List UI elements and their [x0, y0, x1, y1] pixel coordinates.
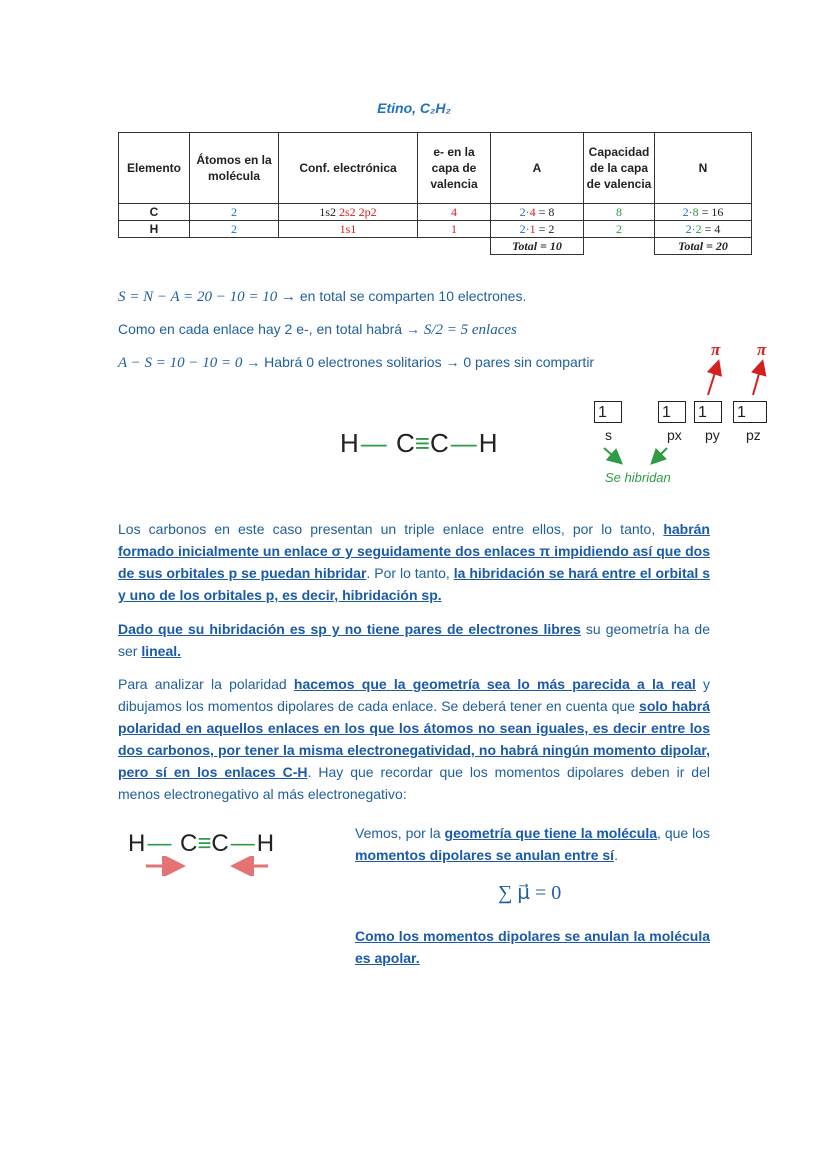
pi-arrow [753, 363, 762, 395]
pi-arrow [708, 363, 718, 395]
header-valencia: e- en la capa de valencia [418, 133, 491, 204]
atom-h: H [256, 830, 275, 857]
single-bond: — [230, 830, 255, 857]
hybrid-label: Se hibridan [605, 470, 671, 485]
page-title: Etino, C₂H₂ [377, 100, 451, 116]
orbital-s-box: 1 [594, 401, 622, 423]
hybrid-arrow [604, 448, 620, 462]
paragraph-polarity [118, 673, 710, 805]
emphasis: Dado que su hibridación es sp y no tiene pares de electrones libres [118, 621, 581, 637]
total-a: Total = 10 [491, 238, 584, 255]
orbital-py-label: py [705, 427, 720, 443]
calc-line-3 [118, 354, 594, 372]
calc-text-2: Como en cada enlace hay 2 e-, en total habrá → [118, 321, 424, 337]
header-a: A [491, 133, 584, 204]
emphasis: habrán formado inicialmente un enlace σ y seguidamente dos enlaces π impidiendo así que dos de sus orbitales p se puedan hibridar [118, 521, 710, 581]
table-row [119, 221, 752, 238]
cell-a [491, 221, 584, 238]
single-bond: — [360, 428, 387, 458]
header-atomos: Átomos en la molécula [190, 133, 279, 204]
cell-atomos: 2 [190, 221, 279, 238]
atom-c: C [429, 428, 449, 458]
paragraph-geometry [118, 618, 710, 662]
emphasis: solo habrá polaridad en aquellos enlaces en los que los átomos no sean iguales, es decir entre los dos carbonos, por tener la misma electronegatividad, no habrá ningún momento dipolar, pero sí en los enlaces C-H [118, 698, 710, 780]
text: Los carbonos en este caso presentan un triple enlace entre ellos, por lo tanto, [118, 521, 664, 537]
text: y dibujamos los momentos dipolares de cada enlace. Se deberá tener en cuenta que [118, 676, 711, 714]
orbital-py-box: 1 [694, 401, 722, 423]
header-capacidad: Capacidad de la capa de valencia [584, 133, 655, 204]
cell-conf [279, 221, 418, 238]
emphasis: lineal. [141, 643, 182, 659]
cell-elemento: H [119, 221, 190, 238]
cell-n [655, 204, 752, 221]
orbital-px-box: 1 [658, 401, 686, 423]
orbital-px-label: px [667, 427, 682, 443]
n-val: 8 [692, 205, 699, 219]
dipole-arrows [140, 856, 280, 876]
text: Para analizar la polaridad [118, 676, 294, 692]
a-res: = 8 [535, 205, 555, 219]
n-res: = 4 [701, 222, 721, 236]
total-n: Total = 20 [655, 238, 752, 255]
text: . Por lo tanto, [366, 565, 454, 581]
atom-h: H [478, 428, 498, 458]
cell-a [491, 204, 584, 221]
pi-label: π [711, 340, 721, 359]
conf-valence: 2s2 2p2 [339, 205, 377, 219]
emphasis: la hibridación se hará entre el orbital s y uno de los orbitales p, es decir, hibridación sp. [118, 565, 710, 603]
cell-capacidad: 8 [584, 204, 655, 221]
structural-formula-dipoles [128, 830, 274, 858]
header-n: N [655, 133, 752, 204]
atom-c: C [180, 830, 198, 857]
paragraph-final [355, 925, 710, 969]
triple-bond: ≡ [414, 428, 430, 458]
a-expr: 2· [519, 222, 530, 236]
calc-line-1 [118, 288, 526, 306]
atom-c: C [211, 830, 229, 857]
properties-table [118, 132, 752, 255]
paragraph-conclusion [355, 822, 710, 866]
orbital-s-label: s [605, 427, 612, 443]
hybrid-arrow [653, 448, 667, 462]
emphasis: momentos dipolares se anulan entre sí [355, 847, 615, 863]
calc-text-3: → Habrá 0 electrones solitarios → 0 pares sin compartir [242, 354, 595, 370]
a-val: 4 [529, 205, 536, 219]
cell-valencia: 4 [418, 204, 491, 221]
cell-conf [279, 204, 418, 221]
calc-math-1: S = N − A = 20 − 10 = 10 → [118, 289, 296, 305]
cell-atomos: 2 [190, 204, 279, 221]
calc-math-3: A − S = 10 − 10 = 0 [118, 355, 243, 371]
cell-valencia: 1 [418, 221, 491, 238]
n-val: 2 [695, 222, 702, 236]
conf-valence: 1s1 [339, 222, 357, 236]
header-elemento: Elemento [119, 133, 190, 204]
text: su geometría ha de ser [118, 621, 710, 659]
cell-capacidad: 2 [584, 221, 655, 238]
orbital-pz-box: 1 [733, 401, 767, 423]
orbital-pz-label: pz [746, 427, 761, 443]
atom-c: C [396, 428, 415, 458]
pi-label: π [757, 340, 767, 359]
text: , que los [657, 825, 710, 841]
atom-h: H [128, 830, 146, 857]
sum-formula: ∑ μ⃗ = 0 [498, 882, 562, 904]
single-bond: — [147, 830, 172, 857]
single-bond: — [450, 428, 477, 458]
calc-text-1: en total se comparten 10 electrones. [296, 288, 527, 304]
emphasis: hacemos que la geometría sea lo más parecida a la real [293, 676, 696, 692]
structural-formula [340, 428, 498, 459]
paragraph-hybridization [118, 518, 710, 606]
n-res: = 16 [698, 205, 724, 219]
text: Vemos, por la [355, 825, 445, 841]
n-expr: 2· [682, 205, 693, 219]
n-expr: 2· [685, 222, 696, 236]
emphasis: Como los momentos dipolares se anulan la molécula es apolar. [355, 928, 710, 966]
a-val: 1 [529, 222, 536, 236]
atom-h: H [340, 428, 359, 458]
cell-elemento: C [119, 204, 190, 221]
conf-core: 1s2 [319, 205, 339, 219]
text: . Hay que recordar que los momentos dipolares deben ir del menos electronegativo al más electronegativo: [118, 764, 710, 802]
table-row [119, 204, 752, 221]
a-res: = 2 [535, 222, 555, 236]
triple-bond: ≡ [197, 830, 212, 857]
calc-line-2 [118, 321, 517, 339]
cell-n [655, 221, 752, 238]
emphasis: geometría que tiene la molécula [444, 825, 658, 841]
text: . [614, 847, 618, 863]
calc-math-2: S/2 = 5 enlaces [423, 322, 517, 338]
header-conf: Conf. electrónica [279, 133, 418, 204]
a-expr: 2· [519, 205, 530, 219]
